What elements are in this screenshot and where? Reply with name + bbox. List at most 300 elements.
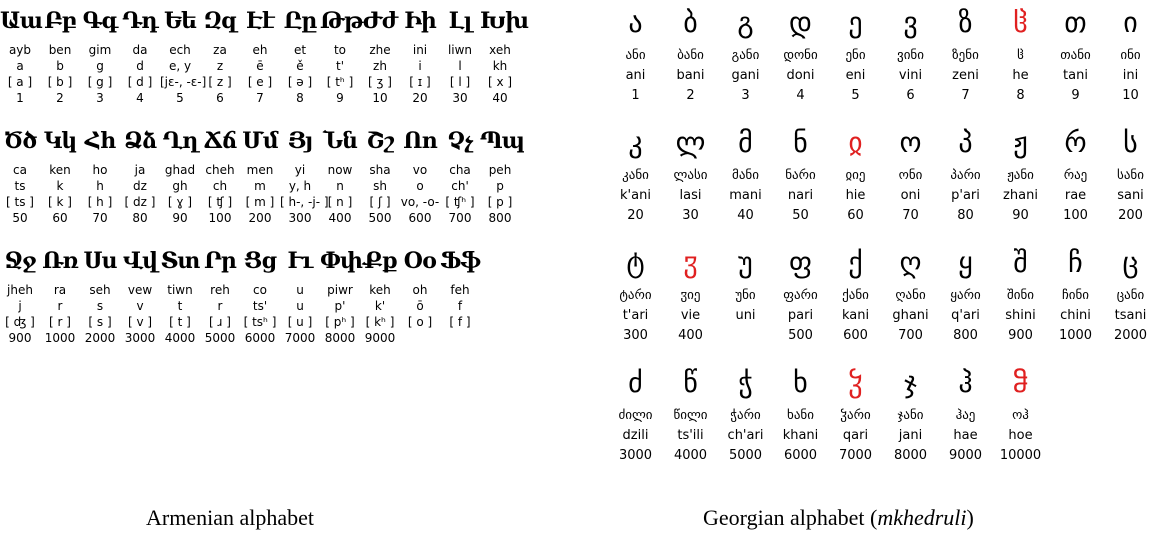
armenian-letter-name: ini — [412, 43, 428, 57]
georgian-letter-cell — [938, 120, 993, 240]
armenian-letter-transliteration: p — [496, 179, 504, 193]
armenian-letter-transliteration: sh — [373, 179, 387, 193]
armenian-letter-glyph: Պպ — [480, 128, 525, 154]
georgian-letter-cell — [1103, 0, 1158, 120]
georgian-letter-transliteration: dzili — [622, 428, 649, 443]
georgian-letter-value: 700 — [898, 328, 923, 343]
georgian-letter-value: 6000 — [783, 448, 818, 463]
georgian-letter-transliteration: lasi — [679, 188, 702, 203]
armenian-letter-value: 2 — [56, 91, 64, 105]
georgian-letter-cell — [1048, 0, 1103, 120]
armenian-letter-ipa: [ v ] — [127, 315, 153, 329]
georgian-letter-transliteration: eni — [845, 68, 866, 83]
armenian-letter-ipa: [ k ] — [48, 195, 72, 209]
georgian-letter-cell — [718, 120, 773, 240]
armenian-letter-transliteration: ch' — [451, 179, 469, 193]
georgian-letter-name: პარი — [950, 168, 981, 183]
armenian-letter-transliteration: v — [136, 299, 144, 313]
georgian-letter-name: ხანი — [787, 408, 814, 423]
georgian-letter-name: ჟანი — [1007, 168, 1034, 183]
armenian-row — [0, 0, 600, 120]
armenian-letter-value: 600 — [408, 211, 432, 225]
georgian-letter-name: ფარი — [783, 288, 818, 303]
georgian-letter-value: 3 — [741, 88, 750, 103]
armenian-letter-value: 7 — [256, 91, 264, 105]
armenian-letter-transliteration: o — [416, 179, 424, 193]
armenian-letter-value: 9 — [336, 91, 344, 105]
armenian-letter-transliteration: zh — [373, 59, 387, 73]
armenian-letter-ipa: [ o ] — [407, 315, 433, 329]
armenian-letter-glyph: Տտ — [160, 248, 200, 274]
armenian-letter-name: ayb — [8, 43, 32, 57]
georgian-letter-transliteration: qari — [842, 428, 869, 443]
armenian-letter-transliteration: r — [57, 299, 63, 313]
armenian-letter-cell — [200, 0, 240, 120]
georgian-letter-value: 100 — [1063, 208, 1088, 223]
armenian-letter-cell — [200, 240, 240, 360]
georgian-letter-value: 70 — [902, 208, 919, 223]
georgian-letter-value: 5000 — [728, 448, 763, 463]
georgian-letter-name: კანი — [622, 168, 649, 183]
georgian-letter-glyph: ხ — [793, 366, 808, 399]
armenian-letter-transliteration: a — [16, 59, 24, 73]
armenian-letter-value: 3 — [96, 91, 104, 105]
armenian-letter-ipa: [ pʰ ] — [325, 315, 355, 329]
armenian-letter-name: cha — [449, 163, 471, 177]
armenian-letter-name: xeh — [489, 43, 511, 57]
georgian-letter-name: ძილი — [618, 408, 653, 423]
armenian-letter-value: 4000 — [164, 331, 196, 345]
armenian-letter-ipa: [ dz ] — [124, 195, 156, 209]
armenian-letter-name: men — [246, 163, 274, 177]
georgian-letter-cell — [663, 120, 718, 240]
georgian-letter-value: 200 — [1118, 208, 1143, 223]
armenian-letter-name: co — [253, 283, 267, 297]
georgian-letter-cell — [773, 360, 828, 480]
georgian-letter-name: ჲიე — [845, 168, 866, 183]
armenian-letter-transliteration: d — [136, 59, 144, 73]
armenian-letter-name: et — [293, 43, 307, 57]
georgian-letter-glyph: პ — [958, 126, 973, 159]
armenian-letter-cell — [320, 240, 360, 360]
georgian-letter-transliteration: tani — [1063, 68, 1088, 83]
georgian-letter-value: 2000 — [1113, 328, 1148, 343]
georgian-letter-transliteration: sani — [1117, 188, 1144, 203]
armenian-letter-glyph: Ճճ — [203, 128, 237, 154]
georgian-letter-glyph: შ — [1013, 246, 1028, 279]
armenian-letter-name: ech — [169, 43, 191, 57]
armenian-letter-ipa: [ u ] — [287, 315, 313, 329]
armenian-letter-glyph: Քք — [363, 248, 397, 274]
georgian-letter-transliteration: ch'ari — [727, 428, 764, 443]
armenian-letter-name: tiwn — [167, 283, 193, 297]
armenian-letter-value: 500 — [368, 211, 392, 225]
armenian-letter-ipa: [ f ] — [449, 315, 471, 329]
armenian-letter-cell — [200, 120, 240, 240]
georgian-letter-glyph: თ — [1064, 6, 1087, 39]
armenian-letter-value: 1000 — [44, 331, 76, 345]
armenian-letter-ipa: [ kʰ ] — [365, 315, 395, 329]
georgian-letter-name: ჭარი — [730, 408, 761, 423]
georgian-letter-glyph: რ — [1064, 126, 1087, 159]
armenian-letter-value: 30 — [452, 91, 468, 105]
georgian-letter-transliteration: hie — [845, 188, 866, 203]
georgian-letter-glyph: ძ — [628, 366, 643, 399]
armenian-letter-ipa: [ l ] — [449, 75, 471, 89]
armenian-letter-ipa: vo, -o- — [400, 195, 440, 209]
armenian-letter-cell — [240, 0, 280, 120]
georgian-letter-name: მანი — [732, 168, 759, 183]
georgian-letter-cell — [773, 0, 828, 120]
armenian-letter-value — [440, 330, 480, 346]
armenian-letter-name: zhe — [369, 43, 391, 57]
georgian-letter-value: 800 — [953, 328, 978, 343]
armenian-letter-cell — [80, 240, 120, 360]
georgian-letter-transliteration: rae — [1064, 188, 1087, 203]
georgian-letter-transliteration: mani — [729, 188, 762, 203]
armenian-letter-name: ja — [134, 163, 146, 177]
georgian-letter-glyph: წ — [683, 366, 698, 399]
armenian-letter-transliteration: ě — [296, 59, 304, 73]
georgian-letter-transliteration: shini — [1005, 308, 1036, 323]
armenian-letter-cell — [280, 240, 320, 360]
georgian-letter-value: 300 — [623, 328, 648, 343]
armenian-letter-value: 900 — [8, 331, 32, 345]
armenian-letter-name: ca — [13, 163, 27, 177]
armenian-letter-ipa: [ tsʰ ] — [243, 315, 277, 329]
armenian-letter-glyph: Ֆֆ — [440, 248, 481, 274]
armenian-letter-ipa: [ ʧ ] — [207, 195, 233, 209]
armenian-letter-value: 5000 — [204, 331, 236, 345]
armenian-letter-name: now — [327, 163, 353, 177]
georgian-letter-name: ანი — [625, 48, 646, 63]
georgian-letter-glyph: ჵ — [1012, 366, 1029, 399]
armenian-letter-cell — [40, 240, 80, 360]
armenian-letter-ipa: [ ʃ ] — [369, 195, 391, 209]
armenian-letter-value: 50 — [12, 211, 28, 225]
georgian-letter-glyph: ჳ — [683, 246, 698, 279]
armenian-letter-ipa: [ r ] — [49, 315, 71, 329]
armenian-letter-cell — [120, 240, 160, 360]
georgian-letter-transliteration: ts'ili — [677, 428, 704, 443]
armenian-letter-cell — [40, 0, 80, 120]
georgian-letter-cell — [663, 240, 718, 360]
armenian-letter-cell — [120, 120, 160, 240]
armenian-letter-glyph: Ււ — [287, 248, 313, 274]
georgian-letter-glyph: ტ — [626, 246, 645, 279]
armenian-letter-value: 2000 — [84, 331, 116, 345]
armenian-letter-ipa: [ ʤ ] — [5, 315, 35, 329]
armenian-letter-glyph: Ոո — [403, 128, 437, 154]
georgian-letter-glyph: ღ — [899, 246, 922, 279]
georgian-letter-name: თანი — [1060, 48, 1091, 63]
armenian-letter-value: 1 — [16, 91, 24, 105]
armenian-letter-glyph: Թթ — [320, 8, 363, 34]
georgian-letter-name: უნი — [735, 288, 756, 303]
armenian-letter-glyph: Էէ — [246, 8, 274, 34]
georgian-letter-cell — [993, 0, 1048, 120]
armenian-letter-glyph: Ռռ — [42, 248, 78, 274]
georgian-letter-name: ყარი — [950, 288, 981, 303]
armenian-letter-value: 40 — [492, 91, 508, 105]
armenian-letter-value: 80 — [132, 211, 148, 225]
georgian-letter-glyph: ვ — [903, 6, 918, 39]
armenian-letter-ipa: [jɛ-, -ɛ-] — [160, 75, 207, 89]
armenian-letter-value: 60 — [52, 211, 68, 225]
georgian-letter-glyph: ჰ — [958, 366, 973, 399]
armenian-letter-ipa: [ b ] — [47, 75, 73, 89]
georgian-letter-transliteration: he — [1012, 68, 1029, 83]
armenian-letter-glyph: Նն — [323, 128, 357, 154]
georgian-letter-value: 4 — [796, 88, 805, 103]
armenian-letter-cell — [160, 120, 200, 240]
georgian-letter-value: 600 — [843, 328, 868, 343]
georgian-letter-cell — [883, 240, 938, 360]
armenian-letter-cell — [440, 120, 480, 240]
georgian-letter-transliteration: ini — [1122, 68, 1139, 83]
armenian-letter-name: oh — [412, 283, 428, 297]
armenian-letter-transliteration: t — [177, 299, 183, 313]
georgian-letter-glyph: კ — [628, 126, 643, 159]
georgian-letter-glyph: გ — [737, 6, 754, 39]
armenian-letter-ipa: [ h-, -j- ] — [280, 195, 329, 209]
georgian-letter-cell — [938, 360, 993, 480]
armenian-letter-glyph: Դդ — [122, 8, 158, 34]
armenian-letter-cell — [0, 0, 40, 120]
armenian-letter-transliteration: i — [418, 59, 422, 73]
georgian-letter-glyph: ყ — [958, 246, 973, 279]
armenian-letter-transliteration: e, y — [168, 59, 192, 73]
georgian-letter-cell — [883, 120, 938, 240]
georgian-letter-value: 30 — [682, 208, 699, 223]
armenian-letter-name: gim — [88, 43, 112, 57]
armenian-letter-name: u — [296, 283, 304, 297]
georgian-letter-value: 7000 — [838, 448, 873, 463]
georgian-letter-glyph: ჟ — [1013, 126, 1028, 159]
georgian-letter-name: ღანი — [895, 288, 926, 303]
armenian-letter-cell — [40, 120, 80, 240]
armenian-letter-cell — [240, 240, 280, 360]
georgian-letter-name: წილი — [673, 408, 708, 423]
armenian-letter-ipa: [ ʧʰ ] — [445, 195, 475, 209]
georgian-letter-name: ცანი — [1116, 288, 1145, 303]
georgian-letter-cell — [828, 360, 883, 480]
georgian-letter-glyph: ო — [899, 126, 922, 159]
georgian-letter-transliteration: q'ari — [951, 308, 980, 323]
georgian-letter-value: 10000 — [999, 448, 1042, 463]
armenian-letter-cell — [400, 240, 440, 360]
armenian-letter-transliteration: p' — [334, 299, 346, 313]
georgian-letter-name: ენი — [845, 48, 866, 63]
georgian-letter-cell — [608, 240, 663, 360]
armenian-letter-ipa: [ ɣ ] — [167, 195, 193, 209]
georgian-letter-name: ქანი — [842, 288, 869, 303]
armenian-letter-name: to — [333, 43, 347, 57]
georgian-letter-transliteration: kani — [841, 308, 870, 323]
georgian-letter-glyph: მ — [738, 126, 753, 159]
georgian-letter-name: ოჰ — [1012, 408, 1029, 423]
armenian-letter-name: vo — [412, 163, 428, 177]
georgian-letter-glyph: ჲ — [848, 126, 863, 159]
armenian-letter-name: reh — [210, 283, 230, 297]
armenian-letter-ipa: [ e ] — [247, 75, 273, 89]
armenian-letter-name: ghad — [164, 163, 196, 177]
georgian-letter-glyph: ც — [1122, 246, 1139, 279]
georgian-letter-glyph: ჭ — [738, 366, 753, 399]
armenian-letter-name: eh — [252, 43, 268, 57]
georgian-letter-cell — [828, 240, 883, 360]
armenian-letter-glyph: Վվ — [122, 248, 158, 274]
armenian-letter-glyph: Եե — [163, 8, 197, 34]
armenian-letter-transliteration: ch — [212, 179, 228, 193]
armenian-letter-transliteration: kh — [492, 59, 508, 73]
georgian-letter-value: 9000 — [948, 448, 983, 463]
georgian-letter-glyph: ჴ — [848, 366, 863, 399]
georgian-letter-cell — [1103, 120, 1158, 240]
armenian-letter-transliteration: j — [18, 299, 22, 313]
armenian-letter-cell — [160, 0, 207, 120]
armenian-letter-name: ho — [92, 163, 108, 177]
armenian-caption — [146, 505, 314, 531]
georgian-letter-glyph: ლ — [675, 126, 706, 159]
georgian-letter-cell — [718, 360, 773, 480]
armenian-letter-value: 6000 — [244, 331, 276, 345]
georgian-letter-name: ჯანი — [897, 408, 924, 423]
georgian-letter-transliteration: pari — [787, 308, 814, 323]
armenian-letter-transliteration: t' — [335, 59, 344, 73]
georgian-letter-name: ჱ — [1017, 48, 1024, 63]
armenian-letter-name: sha — [369, 163, 391, 177]
georgian-letter-glyph: ქ — [848, 246, 863, 279]
georgian-letter-cell — [608, 360, 663, 480]
georgian-letter-transliteration: uni — [735, 308, 756, 323]
armenian-letter-name: jheh — [7, 283, 33, 297]
georgian-letter-glyph: ჯ — [904, 366, 917, 399]
armenian-letter-transliteration: ē — [256, 59, 264, 73]
armenian-letter-name: peh — [488, 163, 512, 177]
armenian-letter-name: seh — [89, 283, 111, 297]
georgian-letter-glyph: ჩ — [1068, 246, 1083, 279]
armenian-letter-transliteration: dz — [133, 179, 147, 193]
georgian-row — [608, 360, 1168, 480]
armenian-letter-value: 3000 — [124, 331, 156, 345]
georgian-letter-cell — [718, 240, 773, 360]
armenian-letter-glyph: Մմ — [242, 128, 278, 154]
armenian-letter-ipa: [ d ] — [127, 75, 153, 89]
armenian-letter-cell — [0, 240, 40, 360]
georgian-letter-transliteration: tsani — [1114, 308, 1147, 323]
armenian-letter-glyph: Բբ — [44, 8, 76, 34]
armenian-letter-value — [400, 330, 440, 346]
georgian-letter-transliteration: hoe — [1008, 428, 1033, 443]
armenian-letter-ipa: [ ə ] — [287, 75, 313, 89]
georgian-letter-value: 8000 — [893, 448, 928, 463]
armenian-letter-value: 70 — [92, 211, 108, 225]
armenian-letter-transliteration: gh — [172, 179, 188, 193]
armenian-letter-glyph: Զզ — [203, 8, 237, 34]
armenian-letter-transliteration: k' — [374, 299, 386, 313]
armenian-letter-name: ken — [49, 163, 71, 177]
georgian-letter-transliteration: hae — [953, 428, 978, 443]
armenian-letter-name: feh — [450, 283, 470, 297]
armenian-letter-name: ra — [53, 283, 67, 297]
georgian-letter-value: 8 — [1016, 88, 1025, 103]
armenian-letter-value: 300 — [288, 211, 312, 225]
armenian-letter-cell — [280, 120, 329, 240]
georgian-letter-glyph: ფ — [788, 246, 813, 279]
georgian-letter-glyph: ე — [848, 6, 863, 39]
armenian-letter-value: 5 — [176, 91, 184, 105]
armenian-letter-cell — [160, 240, 200, 360]
armenian-letter-value: 9000 — [364, 331, 396, 345]
georgian-letter-name: დონი — [783, 48, 818, 63]
armenian-letter-glyph: Ցց — [243, 248, 277, 274]
georgian-letter-name: ინი — [1120, 48, 1141, 63]
armenian-letter-name: ben — [48, 43, 72, 57]
armenian-letter-value: 100 — [208, 211, 232, 225]
armenian-letter-glyph: Հհ — [84, 128, 116, 154]
armenian-letter-ipa: [ ɹ ] — [209, 315, 231, 329]
armenian-letter-value: 7000 — [284, 331, 316, 345]
armenian-letter-cell — [400, 120, 440, 240]
georgian-letter-value: 3000 — [618, 448, 653, 463]
armenian-letter-transliteration: g — [96, 59, 104, 73]
armenian-letter-cell — [440, 240, 480, 360]
georgian-letter-transliteration: vini — [898, 68, 923, 83]
armenian-letter-ipa: [ ʒ ] — [368, 75, 392, 89]
armenian-letter-transliteration: z — [216, 59, 224, 73]
georgian-row — [608, 0, 1168, 120]
georgian-letter-glyph: ჱ — [1013, 6, 1028, 39]
armenian-letter-transliteration: r — [217, 299, 223, 313]
georgian-letter-value: 1000 — [1058, 328, 1093, 343]
armenian-letter-transliteration: s — [96, 299, 104, 313]
armenian-letter-ipa: [ h ] — [87, 195, 113, 209]
georgian-letter-name: ჰაე — [955, 408, 976, 423]
armenian-letter-ipa: [ m ] — [245, 195, 275, 209]
armenian-letter-cell — [80, 120, 120, 240]
georgian-letter-value: 5 — [851, 88, 860, 103]
georgian-letter-transliteration: nari — [787, 188, 814, 203]
armenian-letter-transliteration: m — [254, 179, 266, 193]
georgian-letter-value — [718, 326, 773, 346]
armenian-letter-glyph: Փփ — [320, 248, 362, 274]
georgian-letter-value: 6 — [906, 88, 915, 103]
georgian-letter-transliteration: khani — [782, 428, 819, 443]
armenian-letter-value: 400 — [328, 211, 352, 225]
georgian-letter-transliteration: bani — [676, 68, 705, 83]
georgian-letter-cell — [938, 0, 993, 120]
georgian-letter-transliteration: vie — [680, 308, 701, 323]
armenian-letter-transliteration: y, h — [288, 179, 312, 193]
armenian-letter-value: 700 — [448, 211, 472, 225]
armenian-letter-glyph: Իի — [404, 8, 436, 34]
armenian-letter-cell — [320, 0, 363, 120]
georgian-letter-cell — [993, 240, 1048, 360]
armenian-letter-transliteration: ts — [14, 179, 26, 193]
georgian-letter-value: 4000 — [673, 448, 708, 463]
armenian-letter-cell — [0, 120, 40, 240]
georgian-letter-name: ზენი — [952, 48, 979, 63]
georgian-letter-name: ჳიე — [680, 288, 701, 303]
georgian-letter-glyph: ი — [1123, 6, 1138, 39]
georgian-letter-cell — [828, 0, 883, 120]
georgian-letter-cell — [1048, 240, 1103, 360]
armenian-letter-cell — [480, 120, 525, 240]
georgian-letter-value: 400 — [678, 328, 703, 343]
georgian-caption-script-name: mkhedruli — [877, 505, 967, 530]
armenian-letter-value: 800 — [488, 211, 512, 225]
